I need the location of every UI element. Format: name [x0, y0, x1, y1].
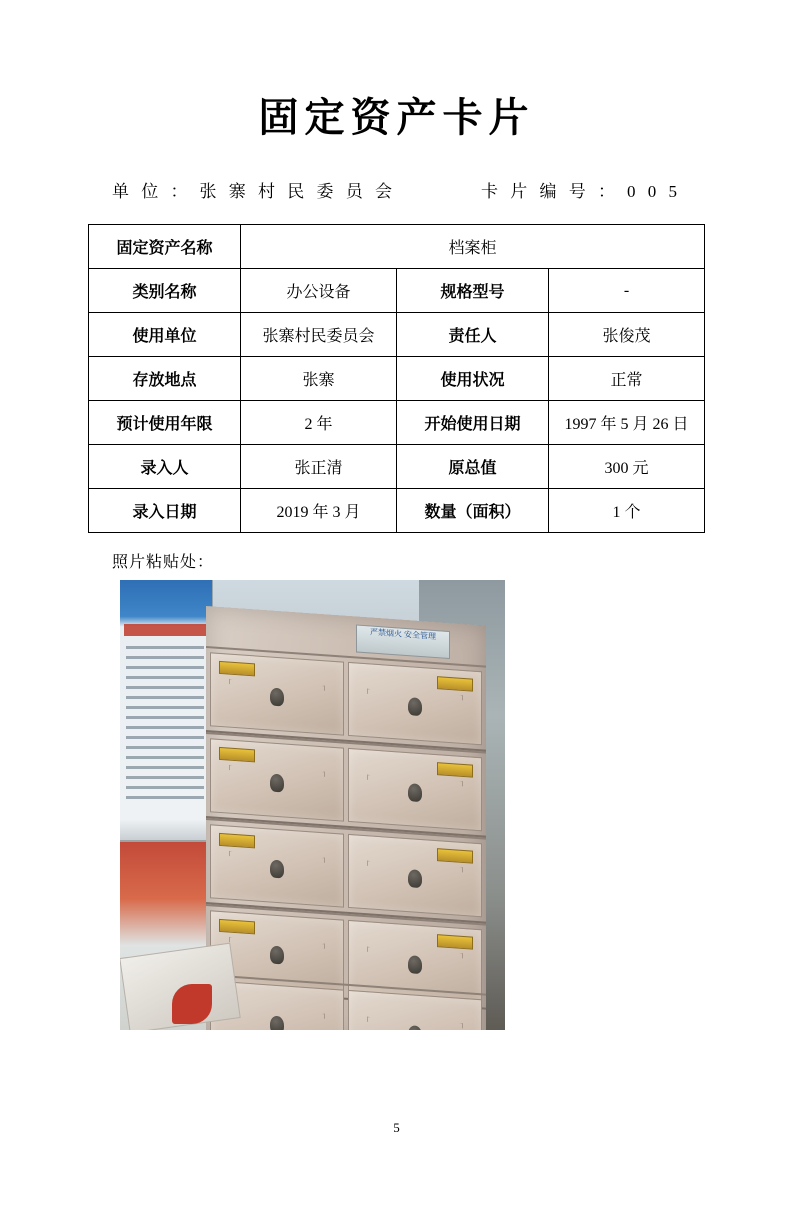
cell-label: 使用单位 [88, 313, 240, 357]
table-row [88, 357, 704, 401]
cell-value: 张寨村民委员会 [240, 313, 396, 357]
poster-line [126, 716, 204, 719]
poster-line [126, 726, 204, 729]
label-holder-icon [437, 934, 473, 950]
cabinet-door [348, 748, 482, 831]
cell-value: 2019 年 3 月 [240, 489, 396, 533]
wall-poster-icon [120, 580, 213, 840]
cell-label: 数量（面积） [396, 489, 548, 533]
door-knob-icon [270, 945, 284, 964]
table-row [88, 445, 704, 489]
door-knob-icon [408, 783, 422, 802]
file-cabinet [206, 606, 486, 1030]
door-knob-icon [270, 687, 284, 706]
poster-line [126, 676, 204, 679]
cell-value: 张正清 [240, 445, 396, 489]
door-knob-icon [408, 1025, 422, 1030]
page-title: 固定资产卡片 [258, 95, 535, 140]
door-knob-icon [408, 869, 422, 888]
door-knob-icon [270, 859, 284, 878]
cell-label: 固定资产名称 [88, 225, 240, 269]
cell-label: 规格型号 [396, 269, 548, 313]
cell-value: 300 元 [548, 445, 704, 489]
document-page [0, 86, 793, 1208]
cell-value: 正常 [548, 357, 704, 401]
cell-label: 原总值 [396, 445, 548, 489]
poster-line [126, 706, 204, 709]
table-row [88, 489, 704, 533]
card-no-value: 0 0 5 [627, 182, 681, 201]
red-object-icon [172, 984, 212, 1024]
cabinet-sign: 严禁烟火 安全管理 [356, 624, 450, 659]
cell-value: 1 个 [548, 489, 704, 533]
asset-table [88, 224, 705, 533]
label-holder-icon [219, 747, 255, 763]
poster-line [126, 776, 204, 779]
table-row [88, 313, 704, 357]
cell-label: 责任人 [396, 313, 548, 357]
cell-value: - [548, 269, 704, 313]
cabinet-door [348, 990, 482, 1030]
unit-value: 张 寨 村 民 委 员 会 [199, 182, 396, 201]
door-knob-icon [408, 697, 422, 716]
cell-label: 开始使用日期 [396, 401, 548, 445]
cabinet-door [348, 662, 482, 745]
cell-value: 张寨 [240, 357, 396, 401]
card-no-label: 卡 片 编 号 ： [481, 182, 619, 201]
poster-line [126, 766, 204, 769]
poster-title-bar [124, 624, 208, 636]
cell-value: 张俊茂 [548, 313, 704, 357]
meta-row [0, 177, 793, 202]
cabinet-door [210, 824, 344, 907]
poster-line [126, 686, 204, 689]
cell-label: 录入人 [88, 445, 240, 489]
label-holder-icon [437, 676, 473, 692]
unit-label: 单 位 ： [112, 182, 192, 201]
cabinet-door [210, 652, 344, 735]
poster-line [126, 786, 204, 789]
page-number: 5 [393, 1120, 400, 1135]
cell-value: 2 年 [240, 401, 396, 445]
label-holder-icon [437, 848, 473, 864]
photo-label: 照片粘贴处： [112, 554, 215, 571]
poster-line [126, 696, 204, 699]
poster-line [126, 736, 204, 739]
cell-label: 存放地点 [88, 357, 240, 401]
door-knob-icon [270, 1015, 284, 1030]
cabinet-door [348, 834, 482, 917]
table-row [88, 269, 704, 313]
poster-line [126, 646, 204, 649]
poster-line [126, 666, 204, 669]
cell-label: 录入日期 [88, 489, 240, 533]
cell-value: 档案柜 [240, 225, 704, 269]
table-row [88, 401, 704, 445]
poster-line [126, 756, 204, 759]
cell-label: 使用状况 [396, 357, 548, 401]
poster-line [126, 746, 204, 749]
label-holder-icon [219, 919, 255, 935]
cabinet-door [210, 738, 344, 821]
asset-photo [120, 580, 505, 1030]
door-knob-icon [270, 773, 284, 792]
cell-label: 类别名称 [88, 269, 240, 313]
cell-value: 办公设备 [240, 269, 396, 313]
table-row [88, 225, 704, 269]
cell-value: 1997 年 5 月 26 日 [548, 401, 704, 445]
poster-line [126, 656, 204, 659]
poster-line [126, 796, 204, 799]
label-holder-icon [219, 661, 255, 677]
door-knob-icon [408, 955, 422, 974]
label-holder-icon [219, 833, 255, 849]
cell-label: 预计使用年限 [88, 401, 240, 445]
label-holder-icon [437, 762, 473, 778]
